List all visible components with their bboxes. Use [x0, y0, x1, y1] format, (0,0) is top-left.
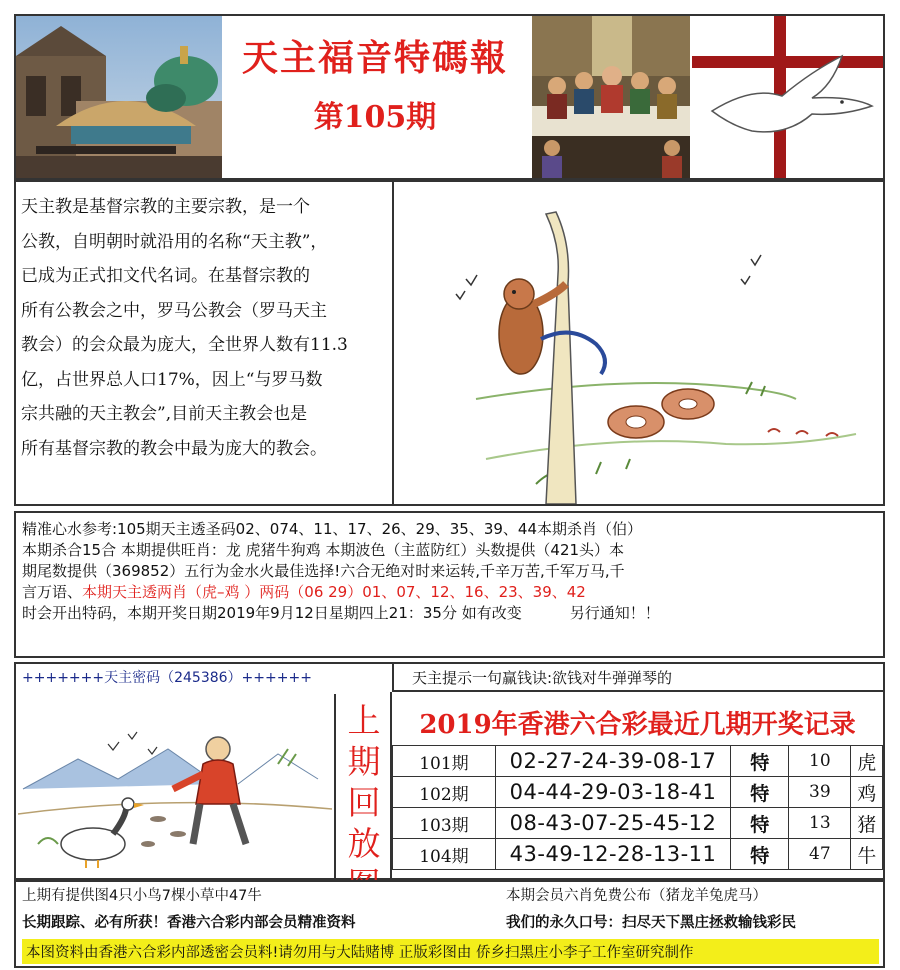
table-row: [393, 808, 883, 839]
period-cell: 101期: [393, 746, 496, 777]
special-number-cell: 47: [789, 839, 851, 870]
special-label-cell: 特: [731, 746, 789, 777]
farmer-goose-image: [18, 694, 332, 876]
tips-notice: 另行通知！！: [569, 604, 660, 622]
monkey-cartoon-image: [396, 184, 883, 504]
table-row: [393, 746, 883, 777]
tips-prediction-red: 本期天主透两肖（虎–鸡 ）两码（06 29）01、07、12、16、23、39、42: [82, 583, 586, 601]
period-cell: 104期: [393, 839, 496, 870]
intro-line: 公教，自明朝时就沿用的名称“天主教”，: [21, 231, 328, 252]
tips-text: [22, 519, 882, 624]
frame-divider: [392, 182, 394, 504]
numbers-cell: 43-49-12-28-13-11: [495, 839, 730, 870]
replay-label: [339, 700, 389, 905]
tips-line: 期尾数提供（369852）五行为金水火最佳选择!六合无绝对时来运转,千辛万苦,千军万马,千: [22, 562, 625, 580]
intro-line: 已成为正式扣文代名词。在基督宗教的: [21, 266, 310, 286]
winning-hint: 天主提示一句赢钱诀:欲钱对牛弹弹琴的: [412, 669, 673, 687]
footer-disclaimer: 本图资料由香港六合彩内部透密会员料!请勿用与大陆赌博 正版彩图由 侨乡扫黑庄小李子工作室研究制作: [22, 939, 879, 964]
special-label-cell: 特: [731, 808, 789, 839]
footer-slogan-right: 我们的永久口号：扫尽天下黑庄拯救输钱彩民: [506, 915, 796, 931]
numbers-cell: 04-44-29-03-18-41: [495, 777, 730, 808]
replay-char: 回: [347, 783, 381, 822]
special-number-cell: 13: [789, 808, 851, 839]
newspaper-title: 天主福音特碼報: [241, 37, 508, 79]
table-row: [393, 839, 883, 870]
intro-line: 亿，占世界总人口17%，因上“与罗马数: [21, 369, 323, 390]
period-cell: 103期: [393, 808, 496, 839]
results-table: [392, 745, 883, 870]
special-label-cell: 特: [731, 777, 789, 808]
tips-line: 本期杀合15合 本期提供旺肖：龙 虎猪牛狗鸡 本期波色（主蓝防红）头数提供（421头）本: [22, 541, 625, 559]
zodiac-cell: 虎: [851, 746, 883, 777]
issue-number: 第105期: [313, 100, 437, 135]
special-number-cell: 10: [789, 746, 851, 777]
records-title: 2019年香港六合彩最近几期开奖记录: [419, 710, 856, 740]
footer-slogan-left: 长期跟踪、必有所获！香港六合彩内部会员精准资料: [22, 915, 356, 931]
cathedral-image: [16, 16, 222, 178]
tips-line: [22, 582, 882, 603]
last-supper-image: [532, 16, 690, 178]
secret-code-heading: +++++++天主密码（245386）++++++: [22, 670, 312, 686]
intro-line: 宗共融的天主教会”,目前天主教会也是: [21, 404, 308, 424]
zodiac-cell: 猪: [851, 808, 883, 839]
numbers-cell: 08-43-07-25-45-12: [495, 808, 730, 839]
footer-previous-hint: 上期有提供图4只小鸟7棵小草中47牛: [22, 888, 262, 904]
cross-dove-image: [692, 16, 883, 178]
tips-line: 精准心水参考:105期天主透圣码02、074、11、17、26、29、35、39、44本期杀肖（伯）: [22, 520, 643, 538]
tips-line-black: 言万语、: [22, 583, 83, 601]
period-cell: 102期: [393, 777, 496, 808]
replay-char: 上: [347, 701, 381, 740]
replay-divider: [334, 694, 336, 878]
zodiac-cell: 鸡: [851, 777, 883, 808]
special-number-cell: 39: [789, 777, 851, 808]
replay-char: 期: [347, 742, 381, 781]
numbers-cell: 02-27-24-39-08-17: [495, 746, 730, 777]
table-row: [393, 777, 883, 808]
intro-line: 天主教是基督宗教的主要宗教，是一个: [21, 197, 310, 217]
zodiac-cell: 牛: [851, 839, 883, 870]
intro-line: 教会）的会众最为庞大，全世界人数有11.3: [21, 335, 348, 355]
special-label-cell: 特: [731, 839, 789, 870]
tips-draw-date: 时会开出特码，本期开奖日期2019年9月12日星期四上21：35分 如有改变: [22, 604, 522, 622]
tips-line: [22, 603, 882, 624]
replay-char: 放: [347, 824, 381, 863]
intro-line: 所有公教会之中，罗马公教会（罗马天主: [21, 300, 327, 321]
intro-line: 所有基督宗教的教会中最为庞大的教会。: [21, 438, 327, 459]
intro-text: [21, 190, 391, 466]
footer-member-zodiac: 本期会员六肖免费公布（猪龙羊兔虎马）: [506, 888, 767, 904]
